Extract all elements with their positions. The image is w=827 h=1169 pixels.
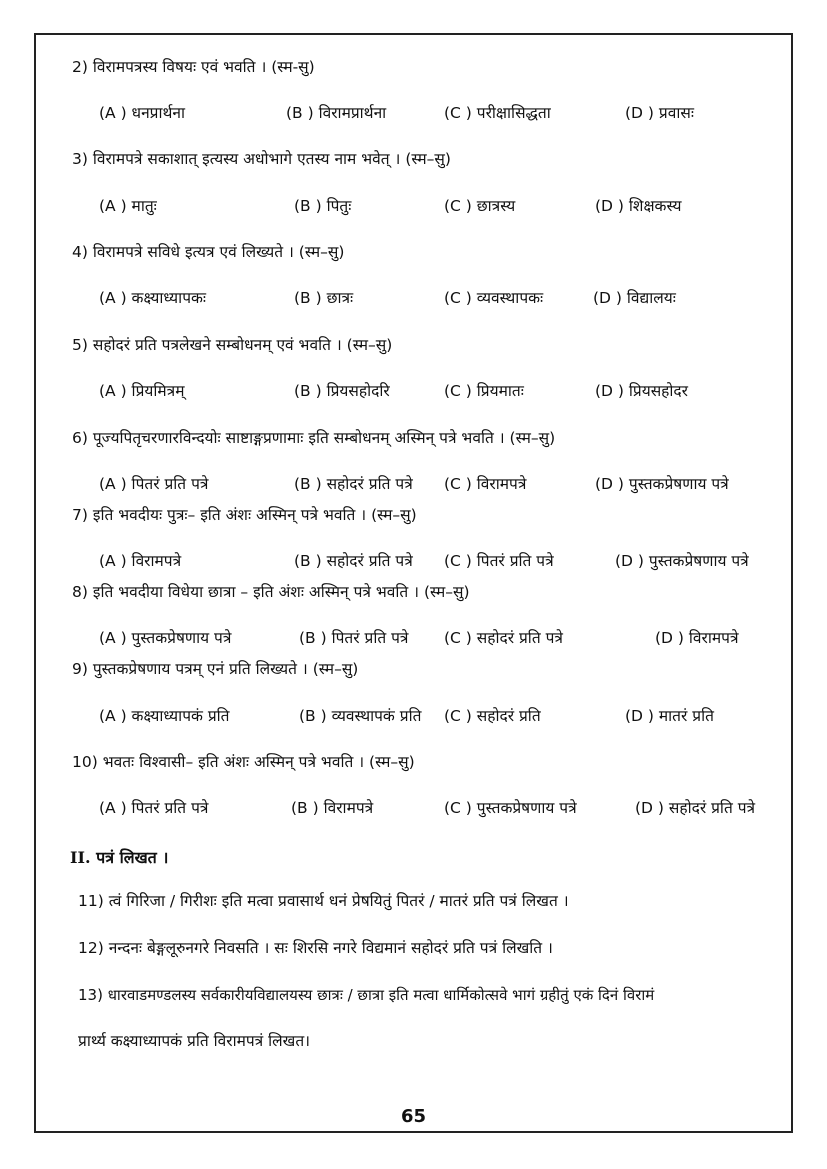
q4-option-c: (C ) व्यवस्थापकः: [444, 289, 544, 307]
q3-option-d: (D ) शिक्षकस्य: [595, 197, 682, 215]
q2-option-c: (C ) परीक्षासिद्धता: [444, 104, 551, 122]
q8-option-b: (B ) पितरं प्रति पत्रे: [299, 629, 409, 647]
q8-option-a: (A ) पुस्तकप्रेषणाय पत्रे: [99, 629, 232, 647]
q5-option-c: (C ) प्रियमातः: [444, 382, 524, 400]
q6-option-c: (C ) विरामपत्रे: [444, 475, 527, 493]
q8-option-c: (C ) सहोदरं प्रति पत्रे: [444, 629, 563, 647]
q2-option-b: (B ) विरामप्रार्थना: [286, 104, 387, 122]
question-8: 8) इति भवदीया विधेया छात्रा – इति अंशः अस्मिन् पत्रे भवति । (स्म–सु): [72, 583, 470, 601]
question-5: 5) सहोदरं प्रति पत्रलेखने सम्बोधनम् एवं भवति । (स्म–सु): [72, 336, 393, 354]
q6-option-a: (A ) पितरं प्रति पत्रे: [99, 475, 209, 493]
q6-option-b: (B ) सहोदरं प्रति पत्रे: [294, 475, 413, 493]
question-12: 12) नन्दनः बेङ्गलूरुनगरे निवसति । सः शिरसि नगरे विद्यमानं सहोदरं प्रति पत्रं लिखति ।: [78, 939, 553, 957]
q9-option-c: (C ) सहोदरं प्रति: [444, 707, 541, 725]
q3-option-a: (A ) मातुः: [99, 197, 157, 215]
q7-option-d: (D ) पुस्तकप्रेषणाय पत्रे: [615, 552, 749, 570]
q4-option-a: (A ) कक्ष्याध्यापकः: [99, 289, 207, 307]
question-11: 11) त्वं गिरिजा / गिरीशः इति मत्वा प्रवासार्थ धनं प्रेषयितुं पितरं / मातरं प्रति पत्रं लिखत ।: [78, 892, 569, 910]
q4-option-b: (B ) छात्रः: [294, 289, 354, 307]
question-2: 2) विरामपत्रस्य विषयः एवं भवति । (स्म-सु): [72, 58, 315, 76]
q5-option-b: (B ) प्रियसहोदरि: [294, 382, 390, 400]
question-13-continued: प्रार्थ्य कक्ष्याध्यापकं प्रति विरामपत्रं लिखत।: [78, 1032, 311, 1050]
question-6: 6) पूज्यपितृचरणारविन्दयोः साष्टाङ्गप्रणामाः इति सम्बोधनम् अस्मिन् पत्रे भवति । (स्म–सु): [72, 429, 556, 447]
q9-option-d: (D ) मातरं प्रति: [625, 707, 714, 725]
q7-option-c: (C ) पितरं प्रति पत्रे: [444, 552, 554, 570]
q10-option-a: (A ) पितरं प्रति पत्रे: [99, 799, 209, 817]
section-2-heading: II. पत्रं लिखत ।: [70, 848, 169, 867]
q9-option-b: (B ) व्यवस्थापकं प्रति: [299, 707, 422, 725]
q3-option-b: (B ) पितुः: [294, 197, 352, 215]
q4-option-d: (D ) विद्यालयः: [593, 289, 676, 307]
q8-option-d: (D ) विरामपत्रे: [655, 629, 739, 647]
page-number: 65: [400, 1106, 427, 1127]
q7-option-b: (B ) सहोदरं प्रति पत्रे: [294, 552, 413, 570]
q6-option-d: (D ) पुस्तकप्रेषणाय पत्रे: [595, 475, 729, 493]
q9-option-a: (A ) कक्ष्याध्यापकं प्रति: [99, 707, 230, 725]
q10-option-c: (C ) पुस्तकप्रेषणाय पत्रे: [444, 799, 577, 817]
q5-option-d: (D ) प्रियसहोदर: [595, 382, 689, 400]
question-7: 7) इति भवदीयः पुत्रः– इति अंशः अस्मिन् पत्रे भवति । (स्म–सु): [72, 506, 417, 524]
question-3: 3) विरामपत्रे सकाशात् इत्यस्य अधोभागे एतस्य नाम भवेत् । (स्म–सु): [72, 150, 451, 168]
q2-option-d: (D ) प्रवासः: [625, 104, 694, 122]
q2-option-a: (A ) धनप्रार्थना: [99, 104, 186, 122]
q10-option-d: (D ) सहोदरं प्रति पत्रे: [635, 799, 756, 817]
q10-option-b: (B ) विरामपत्रे: [291, 799, 374, 817]
question-9: 9) पुस्तकप्रेषणाय पत्रम् एनं प्रति लिख्यते । (स्म–सु): [72, 660, 359, 678]
q5-option-a: (A ) प्रियमित्रम्: [99, 382, 185, 400]
question-10: 10) भवतः विश्वासी– इति अंशः अस्मिन् पत्रे भवति । (स्म–सु): [72, 753, 415, 771]
question-4: 4) विरामपत्रे सविधे इत्यत्र एवं लिख्यते । (स्म–सु): [72, 243, 345, 261]
question-13: 13) धारवाडमण्डलस्य सर्वकारीयविद्यालयस्य छात्रः / छात्रा इति मत्वा धार्मिकोत्सवे भागं ग्रहीतुं एकं दिनं विरामं: [78, 986, 655, 1004]
q7-option-a: (A ) विरामपत्रे: [99, 552, 182, 570]
q3-option-c: (C ) छात्रस्य: [444, 197, 516, 215]
